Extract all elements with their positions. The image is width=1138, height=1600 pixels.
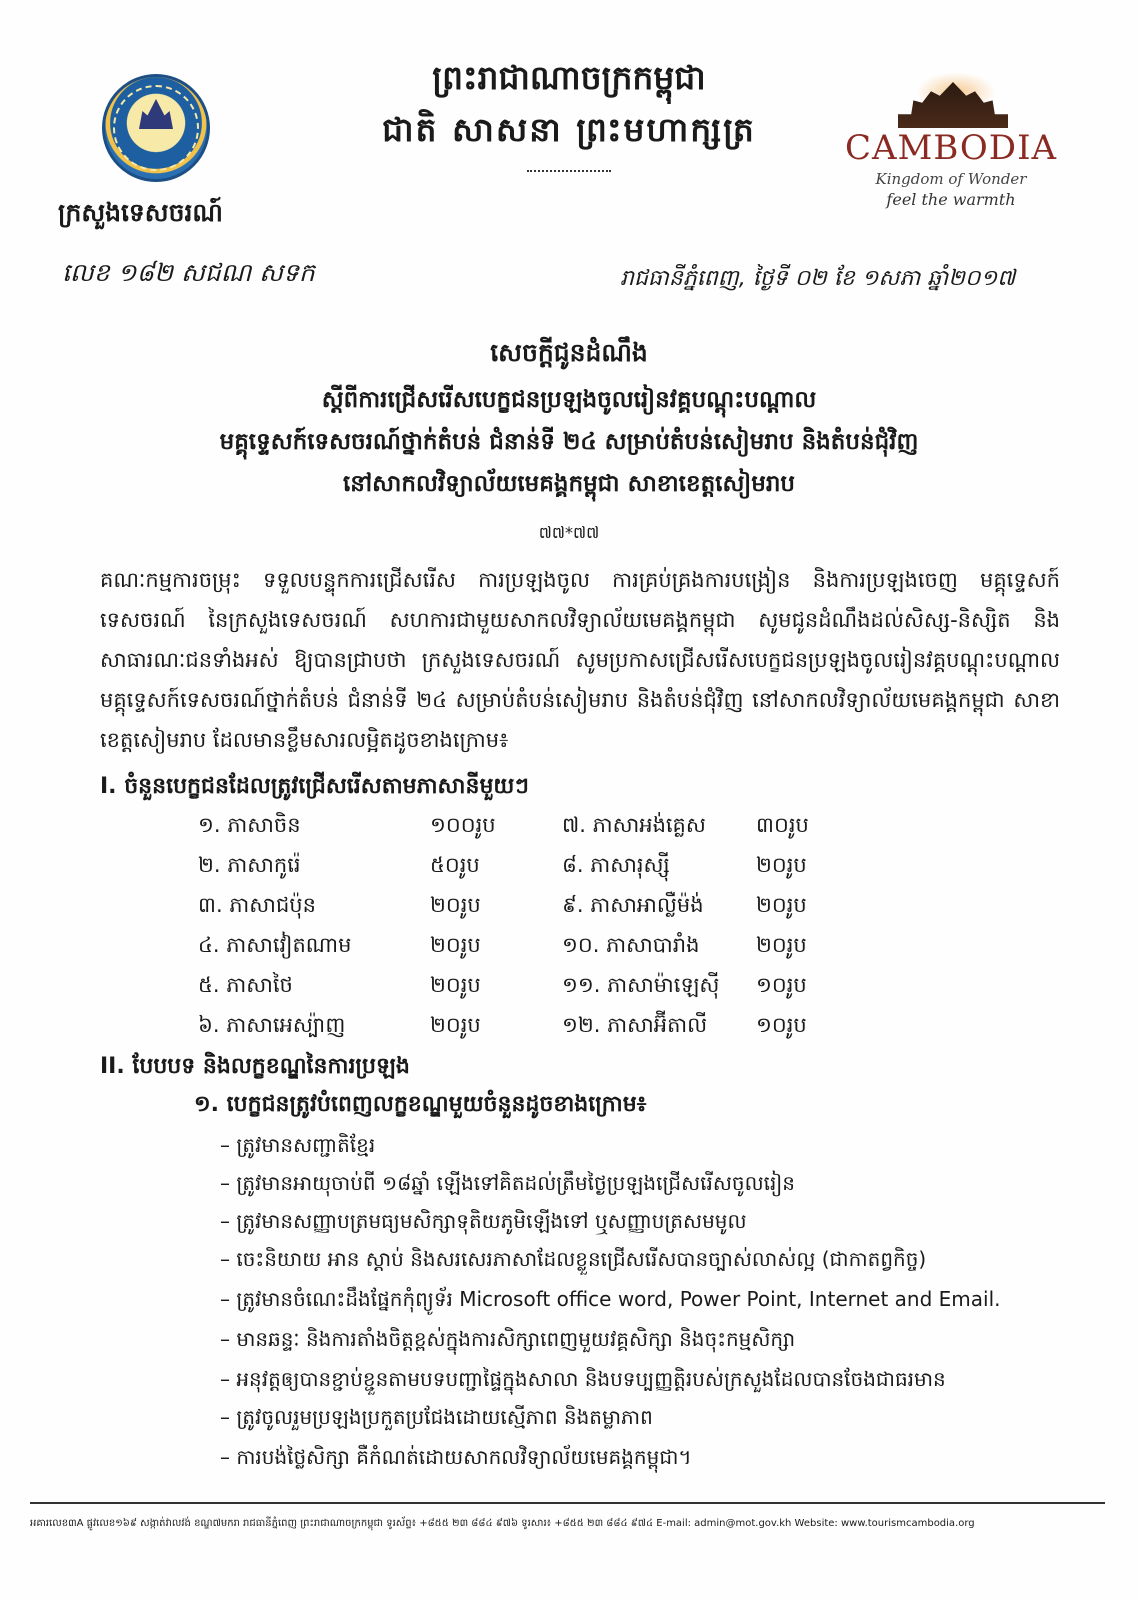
subsection-heading: ១. បេក្ខជនត្រូវបំពេញលក្ខខណ្ឌមួយចំនួនដូចខាងក្រោម៖: [194, 1092, 647, 1117]
document-date: រាជធានីភ្នំពេញ, ថ្ងៃទី ០២ ខែ ១សភា ឆ្នាំ២០១៧: [620, 266, 1016, 291]
language-count: ១០រូប: [756, 973, 807, 997]
requirement-item: – ត្រូវមានអាយុចាប់ពី ១៨ឆ្នាំ ឡើងទៅគិតដល់ត្រឹមថ្ងៃប្រឡងជ្រើសរើសចូលរៀន: [220, 1171, 795, 1195]
language-name: ៦. ភាសាអេស្ប៉ាញ: [198, 1013, 346, 1037]
section-heading: I. ចំនួនបេក្ខជនដែលត្រូវជ្រើសរើសតាមភាសានីមួយៗ: [100, 774, 529, 799]
language-name: ២. ភាសាកូរ៉េ: [198, 853, 301, 877]
language-name: ៩. ភាសាអាល្លឺម៉ង់: [562, 893, 704, 917]
language-name: ៣. ភាសាជប៉ុន: [198, 893, 316, 917]
reference-number: លេខ ១៨២ សជណ សទក: [62, 258, 315, 287]
section-heading: II. បែបបទ និងលក្ខខណ្ឌនៃការប្រឡង: [100, 1054, 410, 1079]
language-name: ៤. ភាសាវៀតណាម: [198, 933, 352, 957]
footer-divider: [30, 1502, 1105, 1504]
language-count: ២០រូប: [430, 973, 481, 997]
requirement-item: – ត្រូវមានសញ្ជាតិខ្មែរ: [220, 1133, 376, 1157]
language-count: ១០រូប: [756, 1013, 807, 1037]
language-count: ១០០រូប: [430, 813, 496, 837]
ornament-divider: [527, 168, 611, 174]
cambodia-brand-logo: CAMBODIA Kingdom of Wonder feel the warmth: [836, 72, 1066, 212]
language-count: ២០រូប: [430, 893, 481, 917]
language-count: ២០រូប: [756, 893, 807, 917]
requirement-item: – ត្រូវមានចំណេះដឹងផ្នែកកុំព្យូទ័រ Microsoft office word, Power Point, Internet and Email.: [220, 1287, 1001, 1311]
language-count: ៥០រូប: [430, 853, 480, 877]
language-count: ២០រូប: [756, 933, 807, 957]
requirement-item: – អនុវត្តឲ្យបានខ្ជាប់ខ្ជួនតាមបទបញ្ជាផ្ទៃក្នុងសាលា និងបទប្បញ្ញត្តិរបស់ក្រសួងដែលបានចែងជាធរមាន: [220, 1367, 946, 1391]
footer-contact: អគារលេខ៣A ផ្លូវលេខ១៦៩ សង្កាត់វាលវង់ ខណ្ឌ៧មករា រាជធានីភ្នំពេញ ព្រះរាជាណាចក្រកម្ពុជា ទូរស័ព្ទ៖ +៨៥៥ ២៣ ៨៨៤ ៩៧៦ ទូរសារ៖ +៨៥៥ ២៣ ៨៨៤ ៩៧៤ E-mail: admin@mot.gov.kh Website: www.tourismcambodia.org: [30, 1518, 975, 1529]
body-paragraph: គណៈកម្មការចម្រុះ ទទួលបន្ទុកការជ្រើសរើស ការប្រឡងចូល ការគ្រប់គ្រងការបង្រៀន និងការប្រឡងចេញ មគ្គុទ្ទេសក៍ទេសចរណ៍ នៃក្រសួងទេសចរណ៍ សហការជាមួយសាកលវិទ្យាល័យមេគង្គកម្ពុជា សូមជូនដំណឹងដល់សិស្ស-និស្សិត និងសាធារណៈជនទាំងអស់ ឱ្យបានជ្រាបថា ក្រសួងទេសចរណ៍ សូមប្រកាសជ្រើសរើសបេក្ខជនប្រឡងចូលរៀនវគ្គបណ្តុះបណ្តាលមគ្គុទ្ទេសក៍ទេសចរណ៍ថ្នាក់តំបន់ ជំនាន់ទី ២៤ សម្រាប់តំបន់សៀមរាប និងតំបន់ជុំវិញ នៅសាកលវិទ្យាល័យមេគង្គកម្ពុជា សាខាខេត្តសៀមរាប ដែលមានខ្លឹមសារលម្អិតដូចខាងក្រោម៖: [100, 568, 1060, 752]
language-count: ៣០រូប: [756, 813, 809, 837]
requirement-item: – ចេះនិយាយ អាន ស្តាប់ និងសរសេរភាសាដែលខ្លួនជ្រើសរើសបានច្បាស់លាស់ល្អ (ជាកាតព្វកិច្ច): [220, 1247, 927, 1271]
language-name: ១១. ភាសាម៉ាឡេស៊ី: [562, 973, 720, 997]
language-name: ១០. ភាសាបារាំង: [562, 933, 700, 957]
notice-title: សេចក្តីជូនដំណឹង: [490, 338, 648, 367]
subject-line: នៅសាកលវិទ្យាល័យមេគង្គកម្ពុជា សាខាខេត្តសៀមរាប: [342, 471, 796, 497]
subject-line: មគ្គុទ្ទេសក៍ទេសចរណ៍ថ្នាក់តំបន់ ជំនាន់ទី ២៤ សម្រាប់តំបន់សៀមរាប និងតំបន់ជុំវិញ: [219, 429, 919, 455]
subject-line: ស្តីពីការជ្រើសរើសបេក្ខជនប្រឡងចូលរៀនវគ្គបណ្តុះបណ្តាល: [321, 387, 817, 413]
document-code: ៧៧*៧៧: [538, 523, 600, 542]
language-name: ១. ភាសាចិន: [198, 813, 301, 837]
language-count: ២០រូប: [430, 933, 481, 957]
language-count: ២០រូប: [430, 1013, 481, 1037]
language-name: ៧. ភាសាអង់គ្លេស: [562, 813, 706, 837]
language-name: ១២. ភាសាអ៊ីតាលី: [562, 1013, 708, 1037]
requirement-item: – មានឆន្ទៈ និងការតាំងចិត្តខ្ពស់ក្នុងការសិក្សាពេញមួយវគ្គសិក្សា និងចុះកម្មសិក្សា: [220, 1327, 796, 1351]
language-name: ៥. ភាសាថៃ: [198, 973, 293, 997]
requirement-item: – ការបង់ថ្លៃសិក្សា គឺកំណត់ដោយសាកលវិទ្យាល័យមេគង្គកម្ពុជា។: [220, 1445, 692, 1469]
national-motto: ជាតិ សាសនា ព្រះមហាក្សត្រ: [382, 110, 756, 149]
requirement-item: – ត្រូវមានសញ្ញាបត្រមធ្យមសិក្សាទុតិយភូមិឡើងទៅ ឬសញ្ញាបត្រសមមូល: [220, 1209, 747, 1233]
kingdom-title: ព្រះរាជាណាចក្រកម្ពុជា: [432, 58, 706, 97]
requirement-item: – ត្រូវចូលរួមប្រឡងប្រកួតប្រជែងដោយស្មើភាព និងតម្លាភាព: [220, 1405, 653, 1429]
ministry-name: ក្រសួងទេសចរណ៍: [58, 198, 223, 227]
language-count: ២០រូប: [756, 853, 807, 877]
language-name: ៨. ភាសារុស្ស៊ី: [562, 853, 670, 877]
